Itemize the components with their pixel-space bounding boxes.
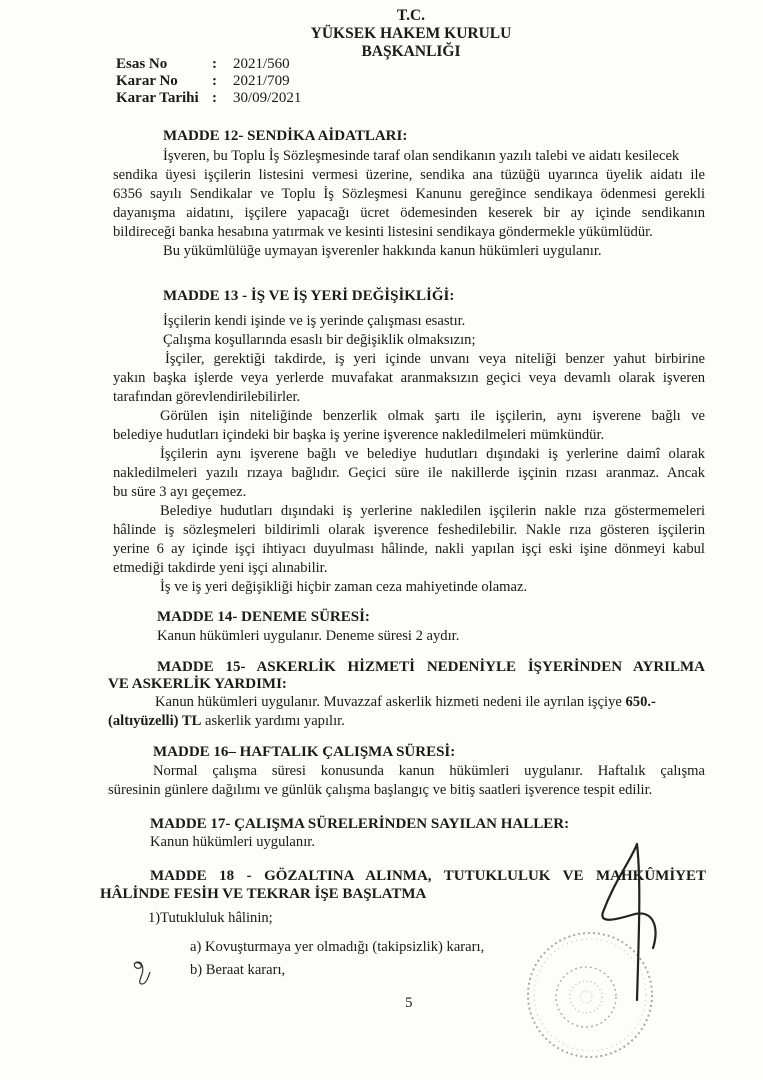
article-15-text: askerlik yardımı yapılır. [201, 713, 345, 729]
article-13-line: İşçilerin kendi işinde ve iş yerinde çalışması esastır. [163, 313, 466, 329]
meta-label-karar: Karar No [116, 73, 178, 89]
article-14-line: Kanun hükümleri uygulanır. Deneme süresi 2 aydır. [157, 628, 460, 644]
article-13-title: MADDE 13 - İŞ VE İŞ YERİ DEĞİŞİKLİĞİ: [163, 288, 455, 304]
article-18-line: 1)Tutukluluk hâlinin; [148, 910, 273, 926]
meta-label-esas: Esas No [116, 56, 168, 72]
article-18-title-cont: HÂLİNDE FESİH VE TEKRAR İŞE BAŞLATMA [100, 886, 427, 902]
handwritten-initial-icon [128, 958, 158, 988]
article-13-line: İşçiler, gerektiği takdirde, iş yeri içinde unvanı veya niteliği benzer yahut birbirine [165, 351, 705, 367]
article-13-line: bu süre 3 ayı geçemez. [113, 484, 247, 500]
header-presidency: BAŞKANLIĞI [361, 43, 461, 60]
article-15-line [108, 713, 345, 730]
meta-sep: : [212, 90, 217, 106]
page-number: 5 [405, 995, 413, 1011]
article-12-line: bildireceği banka hesabına yatırmak ve kesinti listesini sendikaya göndermekle yükümlüdür. [113, 224, 653, 240]
article-18-item-b: b) Beraat kararı, [190, 962, 286, 978]
article-18-item-a: a) Kovuşturmaya yer olmadığı (takipsizlik) kararı, [190, 939, 485, 955]
article-13-line: Çalışma koşullarında esaslı bir değişiklik olmaksızın; [163, 332, 476, 348]
article-13-line: tarafından görevlendirilebilirler. [113, 389, 301, 405]
article-13-line: yakın başka işlerde veya yerlerde muvafakat aranmaksızın geçici veya devamlı olarak işveren [113, 370, 705, 386]
meta-value-esas: 2021/560 [233, 56, 290, 72]
header-tc: T.C. [396, 7, 426, 24]
article-14-title: MADDE 14- DENEME SÜRESİ: [157, 609, 370, 625]
article-13-line: etmediği takdirde yeni işçi alınabilir. [113, 560, 328, 576]
article-15-line [155, 694, 656, 711]
article-18-title: MADDE 18 - GÖZALTINA ALINMA, TUTUKLULUK VE MAHKÛMİYET [150, 868, 706, 884]
article-12-title: MADDE 12- SENDİKA AİDATLARI: [163, 128, 408, 144]
article-17-title: MADDE 17- ÇALIŞMA SÜRELERİNDEN SAYILAN HALLER: [150, 816, 570, 832]
meta-value-karar: 2021/709 [233, 73, 290, 89]
article-12-line: sendika üyesi işçilerin listesini vermesi üzerine, sendika ana tüzüğü uyarınca üyelik aidatı ile [113, 167, 705, 183]
meta-sep: : [212, 56, 217, 72]
article-15-amount: 650.- [625, 694, 656, 710]
article-13-line: yerine 6 ay içinde işçi ihtiyacı duyulması hâlinde, nakli yapılan işçi eski işine dönmeyi kabul [113, 541, 705, 557]
article-15-amount-words: (altıyüzelli) TL [108, 713, 202, 729]
meta-value-tarih: 30/09/2021 [233, 90, 302, 106]
article-13-line: İşçilerin aynı işverene bağlı ve belediye hudutları dışındaki iş yerlerine daimî olarak [160, 446, 705, 462]
article-12-line: Bu yükümlülüğe uymayan işverenler hakkında kanun hükümleri uygulanır. [163, 243, 602, 259]
article-16-line: süresinin günlere dağılımı ve günlük çalışma başlangıç ve bitiş saatleri işverence tespit edilir. [108, 782, 653, 798]
article-13-line: nakledilmeleri yazılı rızaya bağlıdır. Geçici süre ile nakillerde işçinin rızası aranmaz. Ancak [113, 465, 705, 481]
article-13-line: Görülen işin niteliğinde benzerlik olmak şartı ile işçilerin, aynı işverene bağlı ve [160, 408, 705, 424]
article-16-line: Normal çalışma süresi konusunda kanun hükümleri uygulanır. Haftalık çalışma [153, 763, 705, 779]
article-16-title: MADDE 16– HAFTALIK ÇALIŞMA SÜRESİ: [153, 744, 456, 760]
article-12-line: 6356 sayılı Sendikalar ve Toplu İş Sözleşmesi Kanunu gereğince sendikaya ödenmesi gerekli [113, 186, 705, 202]
article-13-line: İş ve iş yeri değişikliği hiçbir zaman ceza mahiyetinde olamaz. [160, 579, 528, 595]
meta-sep: : [212, 73, 217, 89]
article-15-title-cont: VE ASKERLİK YARDIMI: [108, 676, 287, 692]
article-15-title: MADDE 15- ASKERLİK HİZMETİ NEDENİYLE İŞYERİNDEN AYRILMA [157, 659, 705, 675]
article-13-line: Belediye hudutları dışındaki iş yerlerine nakledilen işçilerin nakle rıza göstermemeleri [160, 503, 705, 519]
article-12-line: İşveren, bu Toplu İş Sözleşmesinde taraf olan sendikanın yazılı talebi ve aidatı kesilecek [163, 148, 680, 164]
article-17-line: Kanun hükümleri uygulanır. [150, 834, 315, 850]
header-institution: YÜKSEK HAKEM KURULU [310, 25, 512, 42]
meta-label-tarih: Karar Tarihi [116, 90, 199, 106]
article-15-text: Kanun hükümleri uygulanır. Muvazzaf askerlik hizmeti nedeni ile ayrılan işçiye [155, 694, 626, 710]
article-13-line: hâlinde iş sözleşmeleri bildirimli olarak işverence feshedilebilir. Nakle rıza gösteren işçilerin [113, 522, 705, 538]
article-13-line: belediye hudutları içindeki bir başka iş yerine işverence nakledilmeleri mümkündür. [113, 427, 605, 443]
signature-icon [595, 840, 675, 1010]
article-12-line: dayanışma aidatını, işçilere yapacağı ücret ödemesinden keserek bir ay içinde sendikanın [113, 205, 705, 221]
